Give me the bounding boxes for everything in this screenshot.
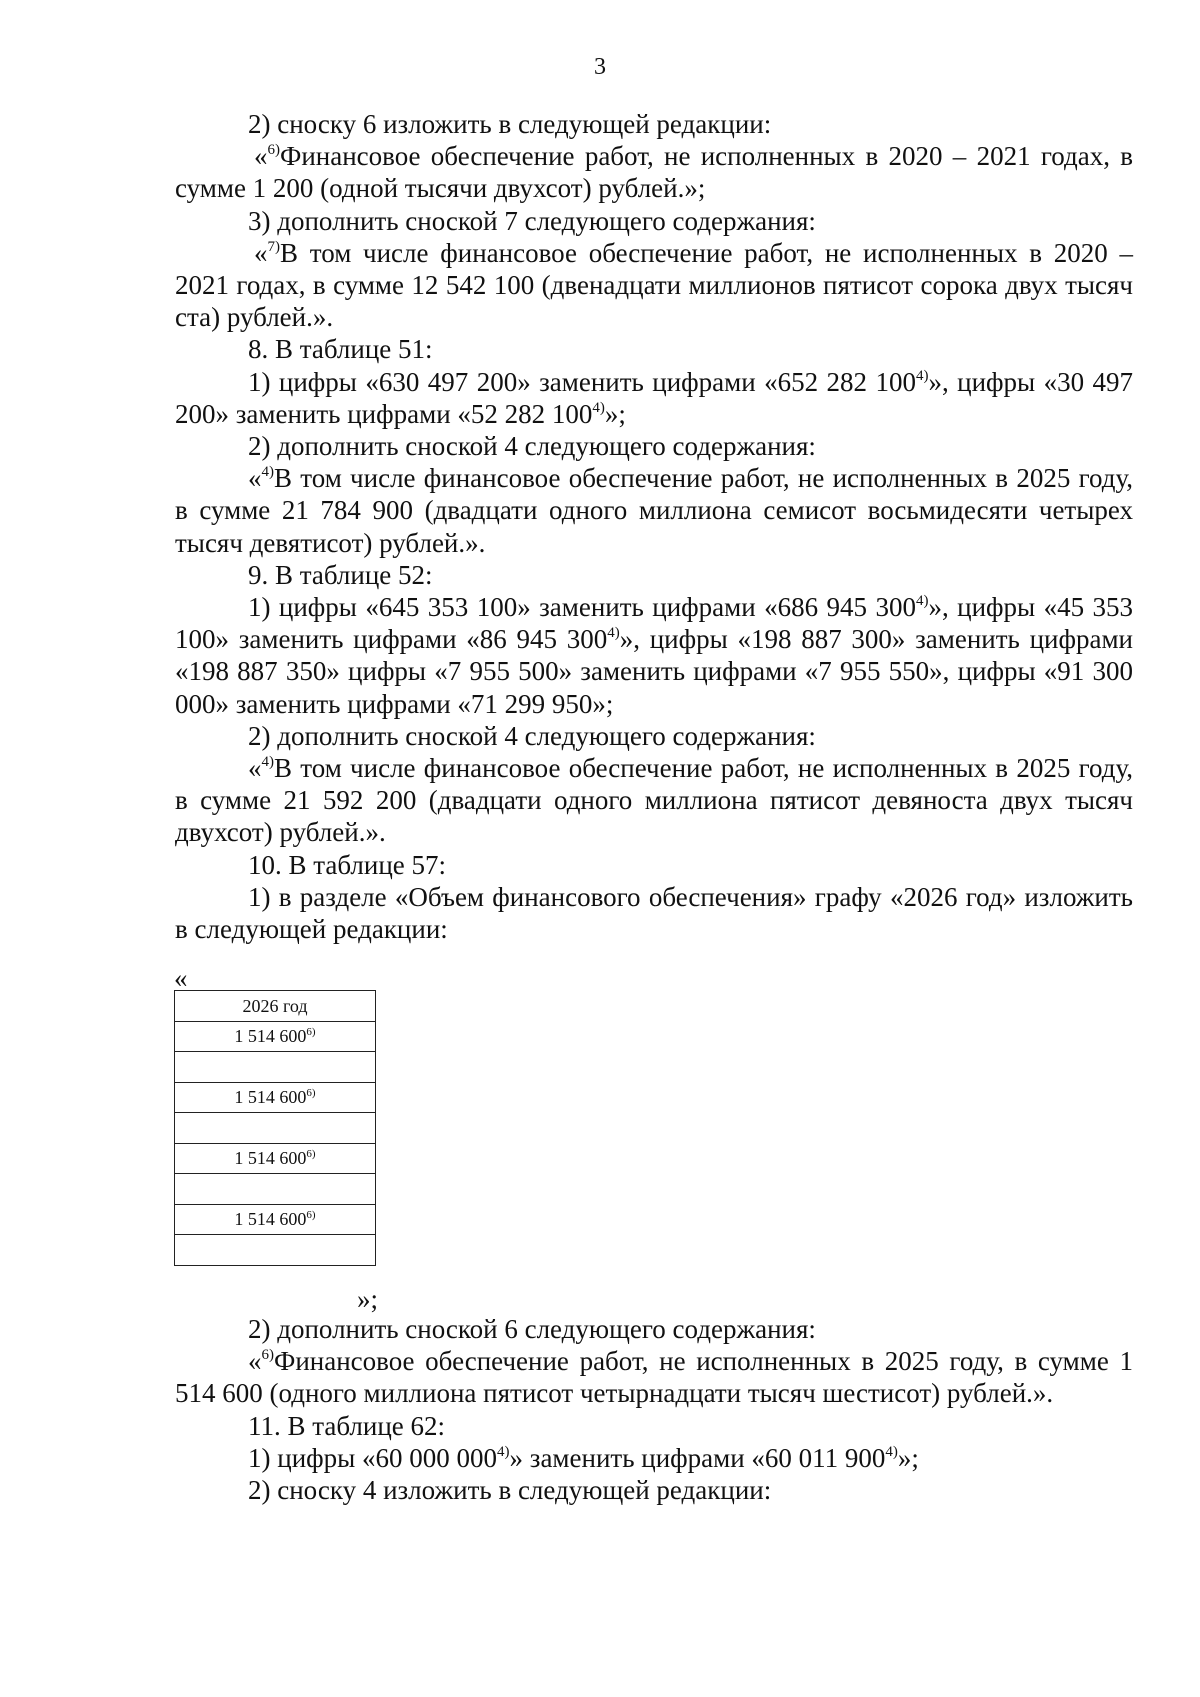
paragraph-footnote4-instruction: 2) дополнить сноской 4 следующего содержания: bbox=[248, 431, 816, 462]
paragraph-footnote7-text bbox=[175, 237, 1133, 334]
section-heading-table-62: 11. В таблице 62: bbox=[248, 1410, 446, 1441]
text-segment: », цифры «45 353 100» заменить цифрами «86 945 300 bbox=[175, 592, 1133, 655]
paragraph-table51-replace bbox=[175, 366, 1133, 430]
footnote-text: Финансовое обеспечение работ, не исполненных в 2025 году, в сумме 1 514 600 (одного миллиона пятисот четырнадцати тысяч шестисот) рублей.». bbox=[175, 1346, 1133, 1409]
table-cell bbox=[175, 1174, 376, 1205]
document-body-top bbox=[175, 108, 1133, 945]
table-row bbox=[175, 1204, 376, 1235]
footnote-marker: 4) bbox=[592, 399, 605, 416]
footnote-marker: 4) bbox=[261, 754, 274, 771]
footnote-marker: 4) bbox=[885, 1443, 898, 1460]
footnote-text: В том числе финансовое обеспечение работ, не исполненных в 2025 году, в сумме 21 592 200 (двадцати одного миллиона пятисот девяноста двух тысяч двухсот) рублей.». bbox=[175, 753, 1133, 848]
document-body-bottom bbox=[175, 1313, 1133, 1506]
table-row bbox=[175, 1052, 376, 1083]
footnote-marker: 6) bbox=[306, 1209, 316, 1222]
section-heading-table-51: 8. В таблице 51: bbox=[248, 334, 433, 365]
paragraph-footnote6-text bbox=[175, 140, 1133, 204]
table-row bbox=[175, 1113, 376, 1144]
footnote-text: В том числе финансовое обеспечение работ, не исполненных в 2025 году, в сумме 21 784 900 (двадцати одного миллиона семисот восьмидесяти четырех тысяч девятисот) рублей.». bbox=[175, 463, 1133, 558]
table-row bbox=[175, 1174, 376, 1205]
footnote-marker: 4) bbox=[607, 625, 620, 642]
table-header-cell: 2026 год bbox=[175, 991, 376, 1022]
text-segment: »; bbox=[604, 398, 626, 429]
text-segment: », цифры «30 497 200» заменить цифрами «52 282 100 bbox=[175, 366, 1133, 429]
paragraph-footnote4-instruction: 2) сноску 4 изложить в следующей редакции: bbox=[248, 1475, 772, 1506]
budget-table-2026 bbox=[174, 990, 376, 1266]
table-row bbox=[175, 1082, 376, 1113]
footnote-text: В том числе финансовое обеспечение работ, не исполненных в 2020 – 2021 годах, в сумме 12 542 100 (двенадцати миллионов пятисот сорока двух тысяч ста) рублей.». bbox=[175, 237, 1133, 333]
table-cell bbox=[175, 1021, 376, 1052]
cell-value: 1 514 600 bbox=[234, 1087, 307, 1108]
quote-open: « bbox=[254, 141, 268, 172]
paragraph-footnote6-text bbox=[175, 1345, 1133, 1409]
footnote-marker: 6) bbox=[306, 1148, 316, 1161]
footnote-marker: 7) bbox=[267, 238, 280, 255]
table-cell bbox=[175, 1082, 376, 1113]
table-row bbox=[175, 1021, 376, 1052]
footnote-marker: 4) bbox=[915, 367, 929, 384]
paragraph-table57-instruction: 1) в разделе «Объем финансового обеспечения» графу «2026 год» изложить в следующей редакции: bbox=[175, 881, 1133, 945]
footnote-marker: 4) bbox=[915, 593, 929, 610]
table-close-quote: »; bbox=[357, 1284, 379, 1314]
text-segment: 1) цифры «630 497 200» заменить цифрами «652 282 100 bbox=[248, 366, 916, 397]
page-number: 3 bbox=[594, 54, 606, 80]
quote-open: « bbox=[254, 237, 268, 268]
footnote-marker: 6) bbox=[306, 1026, 316, 1039]
table-cell bbox=[175, 1143, 376, 1174]
footnote-text: Финансовое обеспечение работ, не исполненных в 2020 – 2021 годах, в сумме 1 200 (одной тысячи двухсот) рублей.»; bbox=[175, 141, 1133, 204]
cell-value: 1 514 600 bbox=[234, 1209, 307, 1230]
table-header-row bbox=[175, 991, 376, 1022]
quote-open: « bbox=[248, 753, 262, 784]
cell-value: 1 514 600 bbox=[234, 1148, 307, 1169]
cell-value: 1 514 600 bbox=[234, 1026, 307, 1047]
table-open-quote: « bbox=[174, 963, 188, 993]
paragraph-footnote6-instruction: 2) сноску 6 изложить в следующей редакции: bbox=[248, 109, 772, 139]
table-cell bbox=[175, 1204, 376, 1235]
text-segment: » заменить цифрами «60 011 900 bbox=[509, 1442, 886, 1473]
paragraph-footnote6-instruction: 2) дополнить сноской 6 следующего содержания: bbox=[248, 1314, 816, 1344]
quote-open: « bbox=[248, 1346, 262, 1377]
text-segment: », цифры «198 887 300» заменить цифрами «198 887 350» цифры «7 955 500» заменить цифрами «7 955 550», цифры «91 300 000» заменить цифрами «71 299 950»; bbox=[175, 624, 1133, 719]
table-row bbox=[175, 1143, 376, 1174]
paragraph-footnote4-text bbox=[175, 462, 1133, 559]
table-cell bbox=[175, 1052, 376, 1083]
footnote-marker: 4) bbox=[261, 464, 274, 481]
paragraph-footnote7-instruction: 3) дополнить сноской 7 следующего содержания: bbox=[248, 205, 816, 236]
paragraph-footnote4-text bbox=[175, 752, 1133, 849]
footnote-marker: 4) bbox=[497, 1443, 510, 1460]
footnote-marker: 6) bbox=[306, 1087, 316, 1100]
table-cell bbox=[175, 1235, 376, 1266]
section-heading-table-57: 10. В таблице 57: bbox=[248, 849, 447, 880]
footnote-marker: 6) bbox=[261, 1347, 274, 1364]
paragraph-footnote4-instruction: 2) дополнить сноской 4 следующего содержания: bbox=[248, 720, 816, 751]
text-segment: 1) цифры «60 000 000 bbox=[248, 1442, 498, 1473]
paragraph-table62-replace bbox=[175, 1442, 1133, 1474]
table-row bbox=[175, 1235, 376, 1266]
table-cell bbox=[175, 1113, 376, 1144]
paragraph-table52-replace bbox=[175, 591, 1133, 720]
quote-open: « bbox=[248, 463, 262, 494]
text-segment: »; bbox=[897, 1442, 919, 1473]
section-heading-table-52: 9. В таблице 52: bbox=[248, 559, 433, 590]
text-segment: 1) цифры «645 353 100» заменить цифрами «686 945 300 bbox=[248, 592, 916, 623]
footnote-marker: 6) bbox=[267, 142, 280, 159]
